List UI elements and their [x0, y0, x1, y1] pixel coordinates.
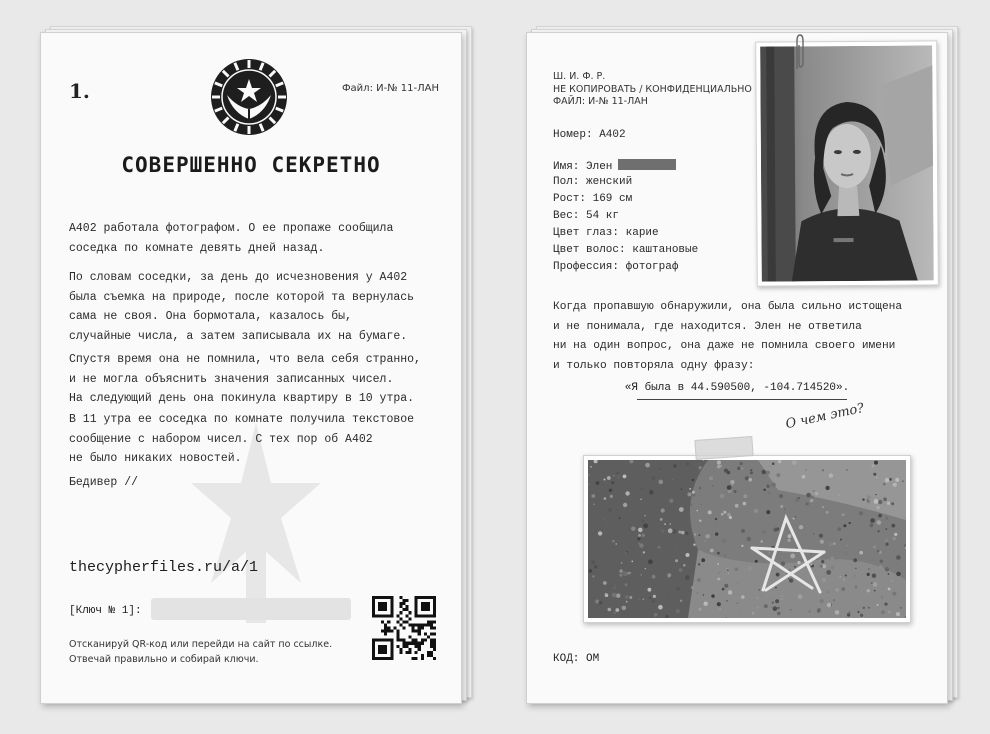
case-paragraph-4: В 11 утра ее соседка по комнате получила текстовое сообщение с набором чисел. С тех пор об А402 не было никаких новостей. [69, 413, 415, 465]
key-label: [Ключ № 1]: [69, 605, 142, 617]
confidential-line: НЕ КОПИРОВАТЬ / КОНФИДЕНЦИАЛЬНО [553, 83, 752, 95]
case-paragraph-3: Спустя время она не помнила, что вела себя странно, и не могла объяснить значения записанных чисел. На следующий день она покинула квартиру в 10 утра. [69, 353, 421, 405]
org-line: Ш. И. Ф. Р. [553, 71, 606, 82]
portrait-photo [755, 40, 939, 286]
instructions [69, 637, 332, 667]
field-sex: Пол: женский [553, 176, 633, 188]
field-name-text: Имя: Элен [553, 161, 613, 173]
subject-number: Номер: А402 [553, 129, 626, 141]
field-profession: Профессия: фотограф [553, 261, 679, 273]
key-input[interactable] [151, 598, 351, 620]
coordinates-quote: «Я была в 44.590500, -104.714520». [624, 382, 850, 394]
woman-portrait-photo [760, 45, 934, 281]
instruction-line-2: Отвечай правильно и собирай ключи. [69, 654, 259, 665]
profile-page [526, 32, 948, 704]
discovery-paragraph: Когда пропавшую обнаружили, она была сильно истощена и не понимала, где находится. Элен не ответила ни на один вопрос, она даже не помнила своего имени и только повторяла одну фразу: [553, 301, 903, 372]
eagle-emblem-icon [209, 57, 289, 137]
case-file-page [40, 32, 462, 704]
page-number: 1. [69, 79, 90, 103]
code-label: КОД: ОМ [553, 653, 600, 665]
handwritten-note: О чем это? [784, 400, 866, 433]
case-paragraph-1: А402 работала фотографом. О ее пропаже сообщила соседка по комнате девять дней назад. [69, 222, 394, 255]
rock-pentagram-photo [588, 460, 906, 618]
tape-strip [694, 436, 753, 460]
instruction-line-1: Отсканируй QR-код или перейди на сайт по ссылке. [69, 639, 333, 650]
paperclip-icon [793, 33, 807, 73]
field-height: Рост: 169 см [553, 193, 633, 205]
signature: Бедивер // [69, 476, 139, 489]
file-line: ФАЙЛ: И-№ 11-ЛАН [553, 96, 648, 107]
field-hair-color: Цвет волос: каштановые [553, 244, 699, 256]
file-id: Файл: И-№ 11-ЛАН [341, 83, 439, 94]
field-eye-color: Цвет глаз: карие [553, 227, 659, 239]
rock-photo [583, 455, 911, 623]
classification-header [553, 71, 752, 109]
site-link[interactable]: thecypherfiles.ru/a/1 [69, 559, 259, 576]
qr-code-icon[interactable] [372, 596, 436, 660]
field-name [553, 159, 676, 173]
headline: СОВЕРШЕННО СЕКРЕТНО [121, 153, 381, 177]
redaction-bar [618, 159, 676, 170]
case-paragraph-2: По словам соседки, за день до исчезновения у А402 была съемка на природе, после которой та вернулась сама не своя. Она бормотала, казалось бы, случайные числа, а затем записывала их на бумаге. [69, 271, 415, 343]
quote-underline [637, 399, 847, 400]
field-weight: Вес: 54 кг [553, 210, 620, 222]
